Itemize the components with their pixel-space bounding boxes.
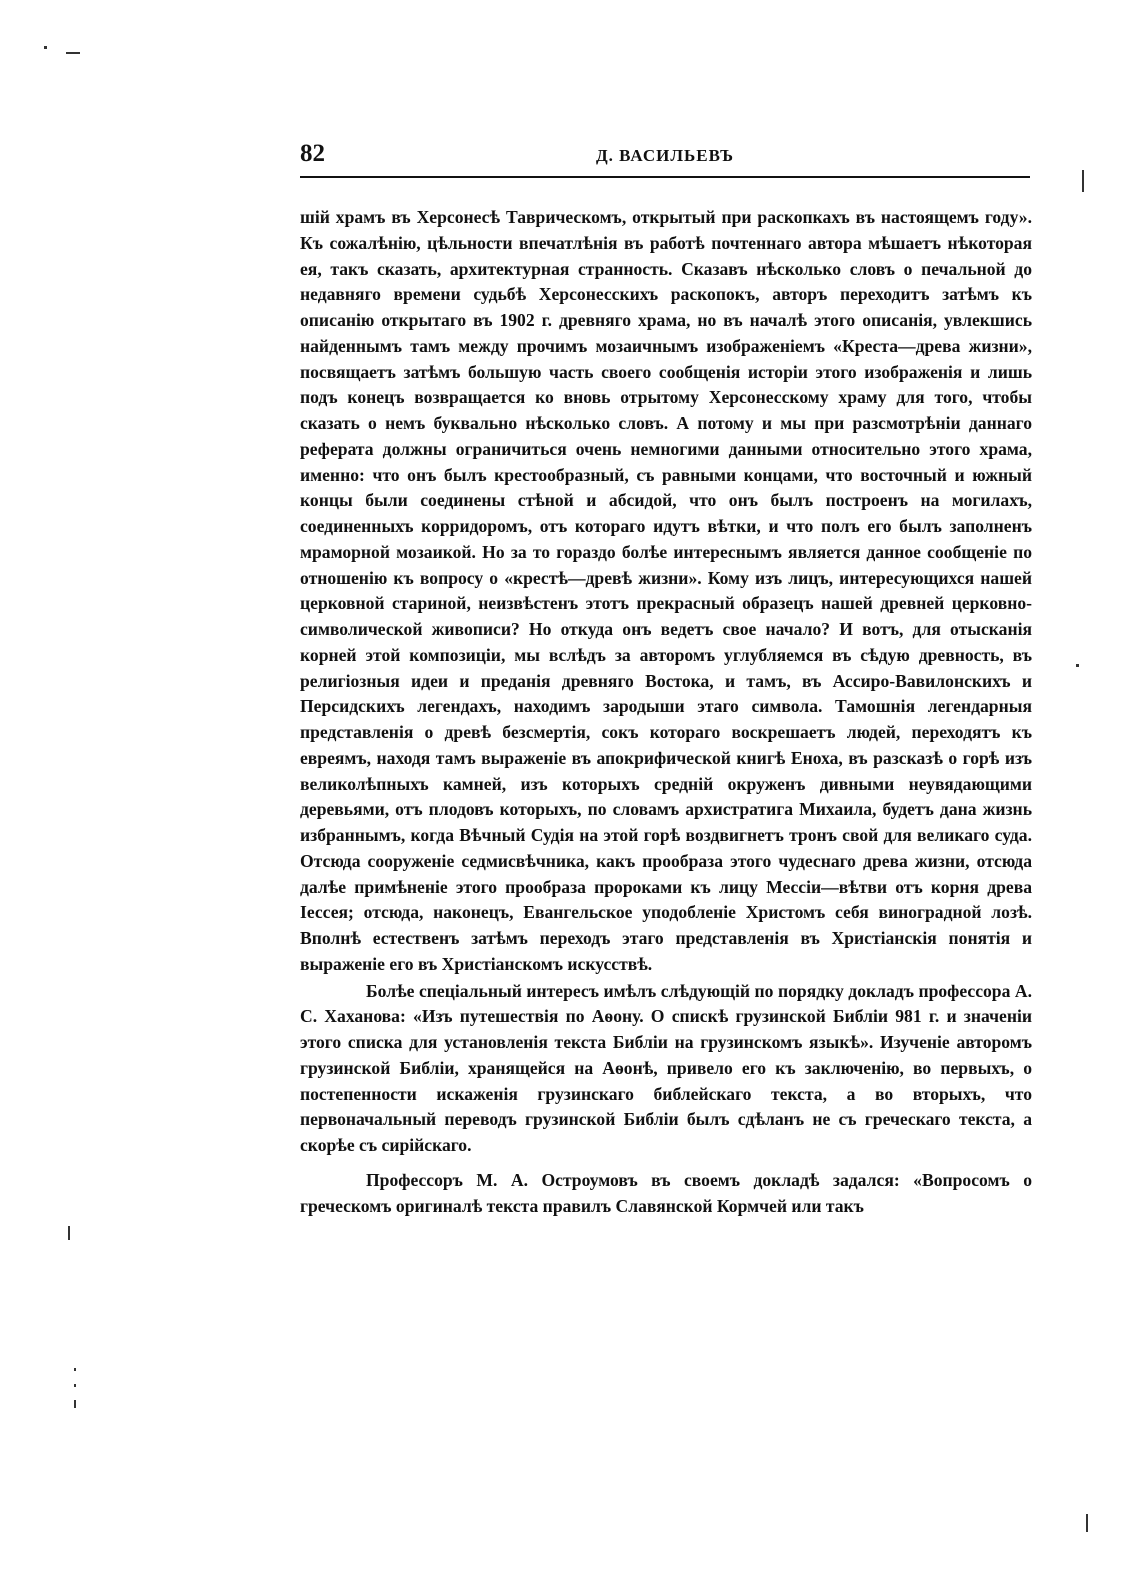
- scan-speck: [1082, 170, 1084, 192]
- scan-speck: [1086, 1514, 1088, 1532]
- page-number: 82: [300, 140, 325, 167]
- paragraph-1: шій храмъ въ Херсонесѣ Таврическомъ, открытый при раскопкахъ въ настоящемъ году». Къ сожалѣнію, цѣльности впечатлѣнія въ работѣ почтеннаго автора мѣшаетъ нѣкоторая ея, такъ сказать, архитектурная странность. Сказавъ нѣсколько словъ о печальной до недавняго времени судьбѣ Херсонесскихъ раскопокъ, авторъ переходитъ затѣмъ къ описанію открытаго въ 1902 г. древняго храма, но въ началѣ этого описанія, увлекшись найденнымъ тамъ между прочимъ мозаичнымъ изображеніемъ «Креста—древа жизни», посвящаетъ затѣмъ большую часть своего сообщенія исторіи этого изображенія и лишь подъ конецъ возвращается ко вновь отрытому Херсонесскому храму для того, чтобы сказать о немъ буквально нѣсколько словъ. А потому и мы при разсмотрѣніи даннаго реферата должны ограничиться очень немногими данными относительно этого храма, именно: что онъ былъ крестообразный, съ равными концами, что восточный и южный концы были соединены стѣной и абсидой, что онъ былъ построенъ на могилахъ, соединенныхъ корридоромъ, отъ котораго идутъ вѣтки, и что полъ его былъ заполненъ мраморной мозаикой. Но за то гораздо болѣе интереснымъ является данное сообщеніе по отношенію къ вопросу о «крестѣ—древѣ жизни». Кому изъ лицъ, интересующихся нашей церковной стариной, неизвѣстенъ этотъ прекрасный образецъ нашей древней церковно-символической живописи? Но откуда онъ ведетъ свое начало? И вотъ, для отысканія корней этой композиціи, мы вслѣдъ за авторомъ углубляемся въ сѣдую древность, въ религіозныя идеи и преданія древняго Востока, и тамъ, въ Ассиро-Вавилонскихъ и Персидскихъ легендахъ, находимъ зародыши этаго символа. Тамошнія легендарныя представленія о древѣ безсмертія, сокъ котораго воскрешаетъ людей, переходятъ къ евреямъ, находя тамъ выраженіе въ апокрифической книгѣ Еноха, въ разсказѣ о горѣ изъ великолѣпныхъ камней, изъ которыхъ средній окруженъ дивными неувядающими деревьями, отъ плодовъ которыхъ, по словамъ архистратига Михаила, будетъ дана жизнь избраннымъ, когда Вѣчный Судія на этой горѣ воздвигнетъ тронъ свой для великаго суда. Отсюда сооруженіе седмисвѣчника, какъ прообраза этого чудеснаго древа жизни, отсюда далѣе примѣненіе этого прообраза пророками къ лицу Мессіи—вѣтви отъ корня древа Іессея; отсюда, наконецъ, Евангельское уподобленіе Христомъ себя виноградной лозѣ. Вполнѣ естественъ затѣмъ переходъ этаго представленія въ Христіанскія понятія и выраженіе его въ Христіанскомъ искусствѣ.: [300, 207, 1032, 974]
- scan-speck: [68, 1226, 70, 1240]
- page-header: [300, 140, 1030, 178]
- scan-speck: [74, 1384, 76, 1387]
- scan-speck: [74, 1400, 76, 1408]
- running-title: Д. ВАСИЛЬЕВЪ: [595, 146, 735, 165]
- body-text: [300, 205, 1032, 1219]
- paragraph-3: Профессоръ М. А. Остроумовъ въ своемъ докладѣ задался: «Вопросомъ о греческомъ оригиналѣ текста правилъ Славянской Кормчей или такъ: [300, 1169, 1032, 1216]
- scan-speck: [66, 52, 80, 54]
- paragraph-2: Болѣе спеціальный интересъ имѣлъ слѣдующій по порядку докладъ профессора А. С. Хаханова: «Изъ путешествія по Аѳону. О спискѣ грузинской Библіи 981 г. и значеніи этого списка для установленія текста Библіи на грузинскомъ языкѣ». Изученіе авторомъ грузинской Библіи, хранящейся на Аѳонѣ, привело его къ заключенію, во первыхъ, о постепенности искаженія грузинскаго библейскаго текста, а во вторыхъ, что первоначальный переводъ грузинской Библіи былъ сдѣланъ не съ греческаго текста, а скорѣе съ сирійскаго.: [300, 980, 1032, 1155]
- scan-speck: [74, 1368, 76, 1371]
- scan-speck: [44, 46, 47, 49]
- scan-speck: [1076, 664, 1079, 667]
